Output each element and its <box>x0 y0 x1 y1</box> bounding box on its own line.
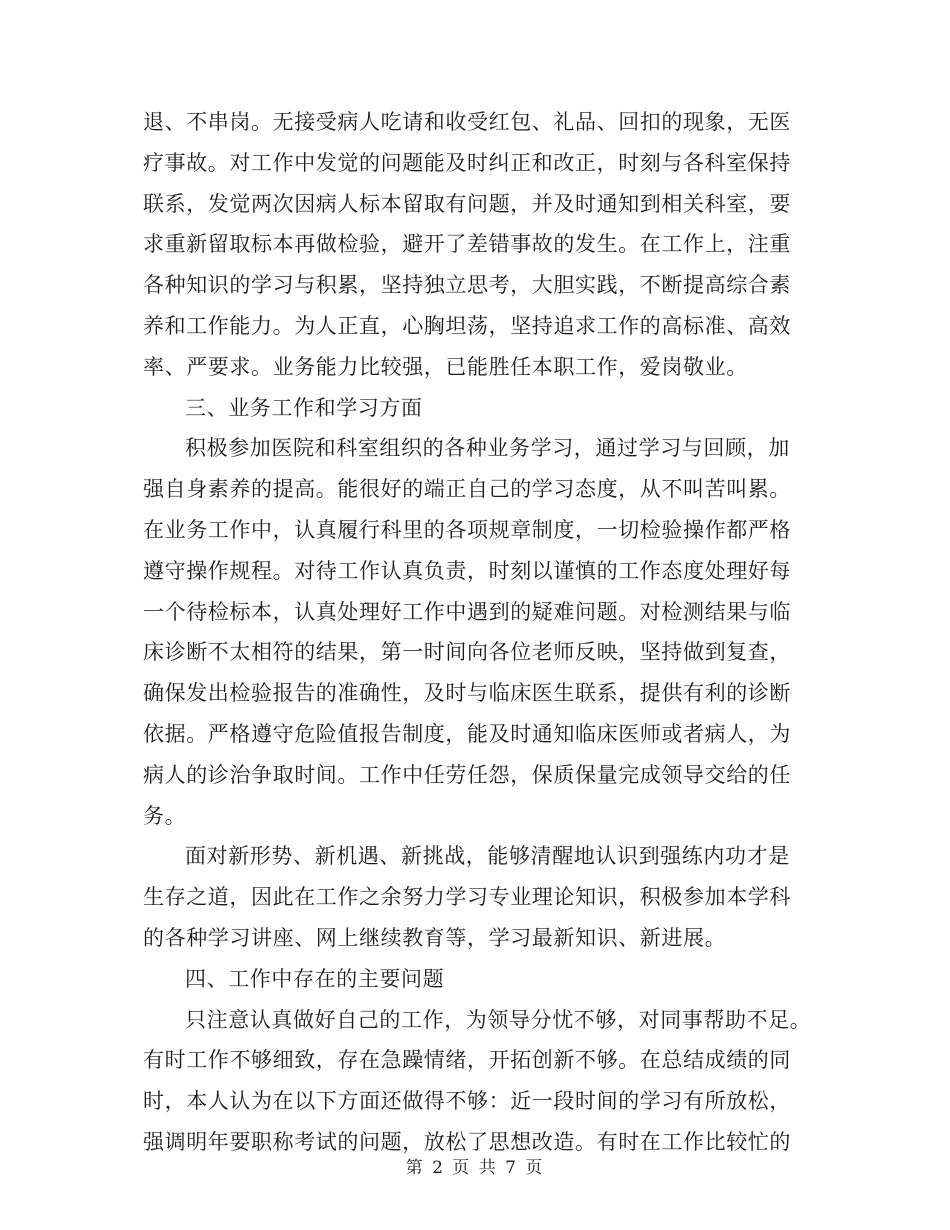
text-line: 求重新留取标本再做检验，避开了差错事故的发生。在工作上，注重 <box>143 232 791 257</box>
text-line: 时，本人认为在以下方面还做得不够：近一段时间的学习有所放松， <box>143 1089 791 1114</box>
text-line: 的各种学习讲座、网上继续教育等，学习最新知识、新进展。 <box>143 925 727 950</box>
text-line: 病人的诊治争取时间。工作中任劳任怨，保质保量完成领导交给的任 <box>143 762 791 787</box>
text-line: 依据。严格遵守危险值报告制度，能及时通知临床医师或者病人，为 <box>143 721 791 746</box>
text-line: 务。 <box>143 803 187 828</box>
text-line: 四、工作中存在的主要问题 <box>185 966 445 991</box>
text-line: 床诊断不太相符的结果，第一时间向各位老师反映，坚持做到复查， <box>143 640 791 665</box>
page-footer: 第 2 页 共 7 页 <box>405 1158 545 1178</box>
text-line: 积极参加医院和科室组织的各种业务学习，通过学习与回顾，加 <box>185 436 790 461</box>
text-line: 一个待检标本，认真处理好工作中遇到的疑难问题。对检测结果与临 <box>143 599 791 624</box>
text-line: 疗事故。对工作中发觉的问题能及时纠正和改正，时刻与各科室保持 <box>143 150 791 175</box>
text-line: 养和工作能力。为人正直，心胸坦荡，坚持追求工作的高标准、高效 <box>143 313 791 338</box>
text-line: 生存之道，因此在工作之余努力学习专业理论知识，积极参加本学科 <box>143 885 791 910</box>
text-line: 强调明年要职称考试的问题，放松了思想改造。有时在工作比较忙的 <box>143 1129 791 1154</box>
text-line: 退、不串岗。无接受病人吃请和收受红包、礼品、回扣的现象，无医 <box>143 110 791 134</box>
text-line: 在业务工作中，认真履行科里的各项规章制度，一切检验操作都严格 <box>143 517 791 542</box>
body-text <box>143 102 812 1163</box>
text-line: 率、严要求。业务能力比较强，已能胜任本职工作，爱岗敬业。 <box>143 354 748 379</box>
text-line: 只注意认真做好自己的工作，为领导分忧不够，对同事帮助不足。 <box>185 1007 812 1032</box>
text-line: 确保发出检验报告的准确性，及时与临床医生联系，提供有利的诊断 <box>143 681 791 706</box>
text-line: 联系，发觉两次因病人标本留取有问题，并及时通知到相关科室，要 <box>143 191 791 216</box>
text-line: 各种知识的学习与积累，坚持独立思考，大胆实践，不断提高综合素 <box>143 273 791 298</box>
text-line: 面对新形势、新机遇、新挑战，能够清醒地认识到强练内功才是 <box>185 844 790 869</box>
text-line: 三、业务工作和学习方面 <box>185 395 423 420</box>
text-line: 遵守操作规程。对待工作认真负责，时刻以谨慎的工作态度处理好每 <box>143 558 791 583</box>
text-line: 强自身素养的提高。能很好的端正自己的学习态度，从不叫苦叫累。 <box>143 477 791 502</box>
text-line: 有时工作不够细致，存在急躁情绪，开拓创新不够。在总结成绩的同 <box>143 1048 791 1073</box>
